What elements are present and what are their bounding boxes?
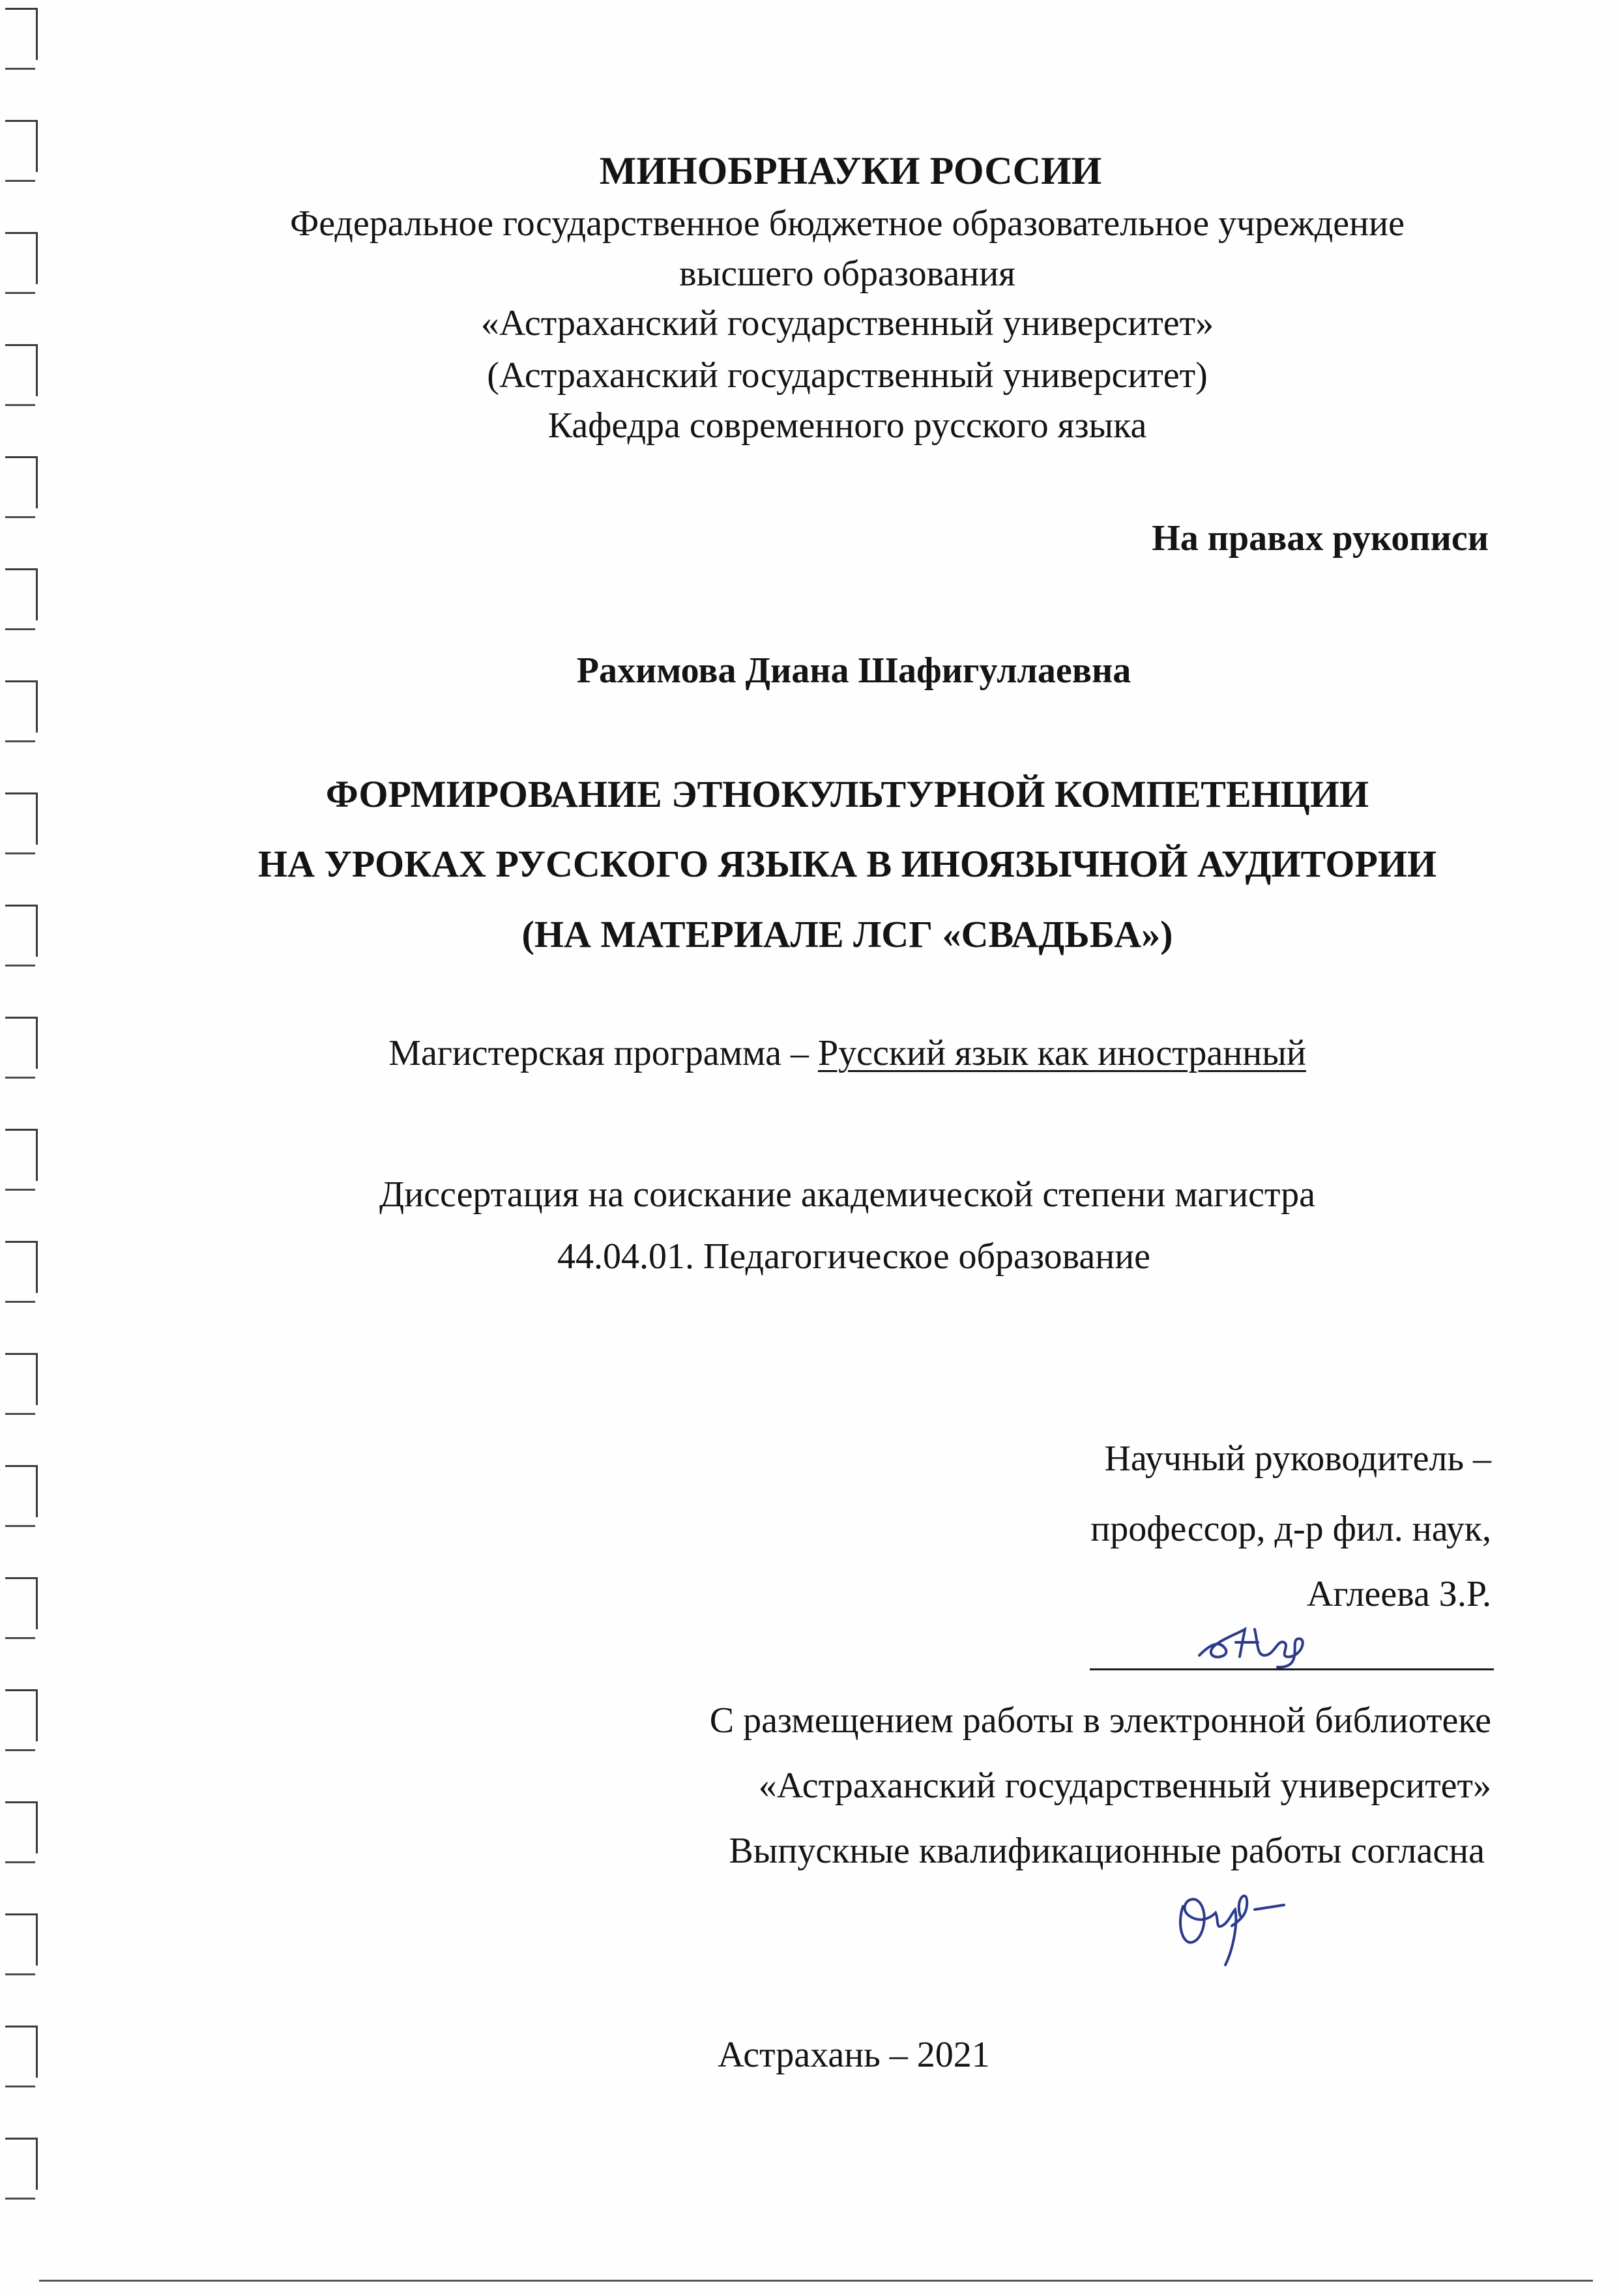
institution-line-4: (Астраханский государственный университет) — [487, 355, 1208, 396]
binding-mark — [5, 456, 39, 518]
department-line: Кафедра современного русского языка — [547, 405, 1147, 446]
binding-mark — [5, 1465, 39, 1527]
thesis-title-line-2: НА УРОКАХ РУССКОГО ЯЗЫКА В ИНОЯЗЫЧНОЙ АУДИТОРИИ — [257, 843, 1437, 885]
library-consent-line-3: Выпускные квалификационные работы согласна — [729, 1831, 1485, 1871]
manuscript-note: На правах рукописи — [1152, 518, 1489, 559]
author-name: Рахимова Диана Шафигуллаевна — [576, 650, 1131, 691]
signature-line — [1090, 1668, 1494, 1670]
advisor-line-2: профессор, д-р фил. наук, — [1090, 1509, 1491, 1549]
advisor-name: Аглеева З.Р. — [1307, 1574, 1491, 1614]
binding-strip — [0, 0, 59, 2296]
student-signature-icon — [1170, 1880, 1294, 1971]
binding-mark — [5, 8, 39, 70]
program-name: Русский язык как иностранный — [817, 1033, 1306, 1073]
dissertation-line-2: 44.04.01. Педагогическое образование — [557, 1236, 1151, 1277]
city-year: Астрахань – 2021 — [718, 2035, 990, 2075]
binding-mark — [5, 1913, 39, 1975]
advisor-line-1: Научный руководитель – — [1104, 1438, 1491, 1479]
thesis-title-line-1: ФОРМИРОВАНИЕ ЭТНОКУЛЬТУРНОЙ КОМПЕТЕНЦИИ — [325, 773, 1369, 815]
institution-line-2: высшего образования — [679, 254, 1015, 294]
bottom-border-line — [39, 2280, 1593, 2282]
institution-line-3: «Астраханский государственный университет» — [480, 303, 1214, 343]
institution-line-1: Федеральное государственное бюджетное образовательное учреждение — [290, 203, 1405, 244]
binding-mark — [5, 1353, 39, 1415]
library-consent-line-2: «Астраханский государственный университет» — [758, 1766, 1491, 1806]
binding-mark — [5, 568, 39, 630]
binding-mark — [5, 1577, 39, 1639]
dissertation-line-1: Диссертация на соискание академической степени магистра — [379, 1174, 1315, 1215]
advisor-signature-icon — [1193, 1610, 1323, 1668]
binding-mark — [5, 680, 39, 742]
binding-mark — [5, 1801, 39, 1863]
thesis-title-line-3: (НА МАТЕРИАЛЕ ЛСГ «СВАДЬБА») — [521, 913, 1173, 955]
binding-mark — [5, 2138, 39, 2200]
program-prefix: Магистерская программа – — [388, 1033, 818, 1073]
binding-mark — [5, 1689, 39, 1751]
library-consent-line-1: С размещением работы в электронной библиотеке — [709, 1700, 1491, 1741]
program-line — [0, 1035, 1619, 1071]
ministry-heading: МИНОБРНАУКИ РОССИИ — [599, 149, 1102, 192]
